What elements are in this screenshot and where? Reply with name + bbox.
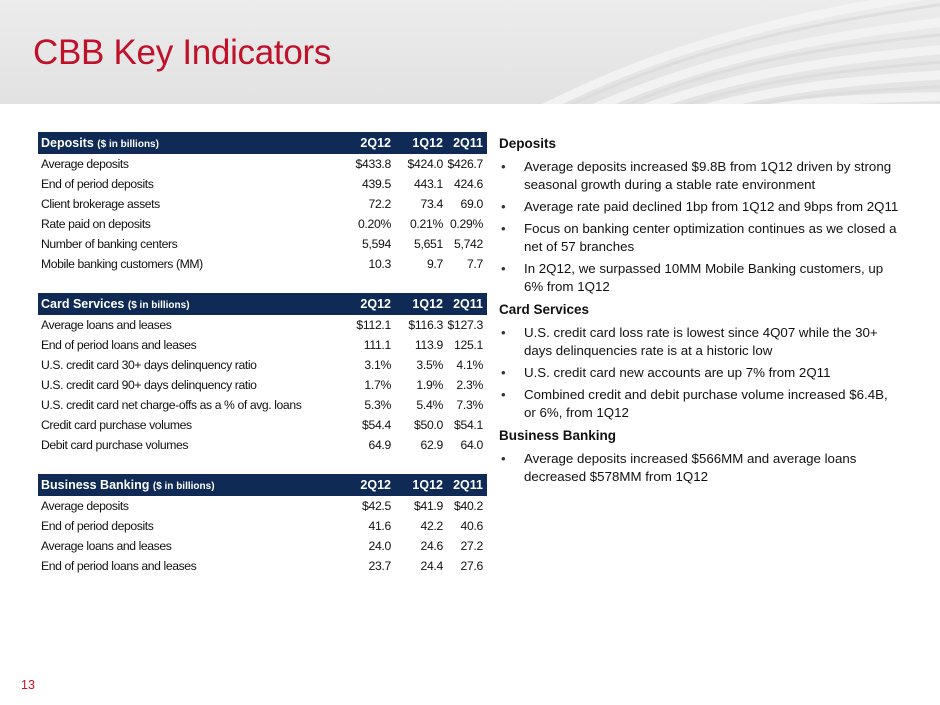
cell-value: 72.2 xyxy=(368,197,391,211)
table-row xyxy=(38,254,487,274)
cell-value: 27.2 xyxy=(460,539,483,553)
deposits-table xyxy=(38,132,487,274)
cell-value: 24.0 xyxy=(368,539,391,553)
cell-value: 7.3% xyxy=(456,398,483,412)
row-label: Number of banking centers xyxy=(41,237,178,251)
row-label: Debit card purchase volumes xyxy=(41,438,189,452)
cell-value: $54.1 xyxy=(454,418,483,432)
cell-value: 1.7% xyxy=(364,378,391,392)
table-row xyxy=(38,516,487,536)
table-row xyxy=(38,536,487,556)
cell-value: $127.3 xyxy=(447,318,483,332)
table-title-text: Deposits xyxy=(41,136,94,150)
table-unit: ($ in billions) xyxy=(97,139,159,150)
bullet-list xyxy=(499,158,899,296)
table-row xyxy=(38,435,487,455)
table-row xyxy=(38,355,487,375)
cell-value: $426.7 xyxy=(447,157,483,171)
table-row xyxy=(38,194,487,214)
cell-value: 0.20% xyxy=(357,217,391,231)
row-label: End of period deposits xyxy=(41,519,154,533)
decorative-flag-pattern xyxy=(420,0,940,104)
table-row xyxy=(38,335,487,355)
bullet-item: • Average deposits increased $9.8B from 1Q12 driven by strong seasonal growth during a stable rate environment xyxy=(499,158,899,194)
cell-value: 111.1 xyxy=(363,338,391,352)
cell-value: $54.4 xyxy=(362,418,391,432)
cell-value: 62.9 xyxy=(420,438,443,452)
table-row xyxy=(38,496,487,516)
cell-value: 64.9 xyxy=(368,438,391,452)
row-label: Average deposits xyxy=(41,499,129,513)
cell-value: $433.8 xyxy=(355,157,391,171)
table-title xyxy=(38,478,334,492)
column-header: 1Q12 xyxy=(412,478,443,492)
row-label: Average loans and leases xyxy=(41,318,172,332)
cell-value: 42.2 xyxy=(420,519,443,533)
table-unit: ($ in billions) xyxy=(127,300,190,311)
cell-value: $112.1 xyxy=(356,318,391,332)
table-row xyxy=(38,415,487,435)
table-header xyxy=(38,293,487,315)
cell-value: 125.1 xyxy=(454,338,483,352)
bullet-item: • In 2Q12, we surpassed 10MM Mobile Banking customers, up 6% from 1Q12 xyxy=(499,260,899,296)
table-header xyxy=(38,132,487,154)
row-label: Average loans and leases xyxy=(41,539,172,553)
cell-value: 10.3 xyxy=(368,257,391,271)
column-header: 2Q12 xyxy=(360,136,391,150)
row-label: End of period deposits xyxy=(41,177,154,191)
card-services-table xyxy=(38,293,487,455)
cell-value: $424.0 xyxy=(407,157,443,171)
cell-value: 73.4 xyxy=(420,197,443,211)
row-label: U.S. credit card 90+ days delinquency ratio xyxy=(41,378,257,392)
row-label: Client brokerage assets xyxy=(41,197,160,211)
bullet-item: • Average rate paid declined 1bp from 1Q12 and 9bps from 2Q11 xyxy=(499,198,899,216)
table-title xyxy=(38,297,334,311)
bullet-item: • U.S. credit card new accounts are up 7% from 2Q11 xyxy=(499,364,899,382)
business-banking-table xyxy=(38,474,487,576)
row-label: Rate paid on deposits xyxy=(41,217,151,231)
section-heading-deposits: Deposits xyxy=(499,136,557,151)
cell-value: 5.3% xyxy=(364,398,391,412)
page-title: CBB Key Indicators xyxy=(33,33,332,72)
column-header: 2Q12 xyxy=(360,478,391,492)
section-heading-business-banking: Business Banking xyxy=(499,428,617,443)
row-label: Mobile banking customers (MM) xyxy=(41,257,203,271)
column-header: 1Q12 xyxy=(412,297,443,311)
cell-value: 24.4 xyxy=(420,559,443,573)
row-label: Average deposits xyxy=(41,157,129,171)
cell-value: 5,594 xyxy=(362,237,391,251)
cell-value: 5,651 xyxy=(414,237,443,251)
cell-value: 439.5 xyxy=(362,177,391,191)
table-row xyxy=(38,174,487,194)
cell-value: 4.1% xyxy=(456,358,483,372)
page-number: 13 xyxy=(21,678,35,692)
cell-value: 64.0 xyxy=(460,438,483,452)
table-row xyxy=(38,556,487,576)
cell-value: $50.0 xyxy=(414,418,443,432)
bullet-item: • Combined credit and debit purchase volume increased $6.4B, or 6%, from 1Q12 xyxy=(499,386,899,422)
row-label: U.S. credit card net charge-offs as a % of avg. loans xyxy=(41,398,302,412)
cell-value: 5,742 xyxy=(454,237,483,251)
cell-value: 2.3% xyxy=(456,378,483,392)
table-row xyxy=(38,154,487,174)
cell-value: 0.29% xyxy=(449,217,483,231)
cell-value: 3.5% xyxy=(416,358,443,372)
cell-value: $41.9 xyxy=(414,499,443,513)
indicator-tables xyxy=(38,132,487,576)
bullet-list xyxy=(499,450,899,486)
bullet-list xyxy=(499,324,899,422)
section-heading-card-services: Card Services xyxy=(499,302,590,317)
row-label: Credit card purchase volumes xyxy=(41,418,192,432)
cell-value: 5.4% xyxy=(416,398,443,412)
bullet-item: • U.S. credit card loss rate is lowest since 4Q07 while the 30+ days delinquencies rate is at a historic low xyxy=(499,324,899,360)
row-label: End of period loans and leases xyxy=(41,559,197,573)
cell-value: 3.1% xyxy=(364,358,391,372)
table-title xyxy=(38,136,334,150)
cell-value: 1.9% xyxy=(416,378,443,392)
column-header: 2Q11 xyxy=(453,478,483,492)
column-header: 2Q12 xyxy=(360,297,391,311)
table-row xyxy=(38,234,487,254)
cell-value: 23.7 xyxy=(368,559,391,573)
table-title-text: Card Services xyxy=(41,297,125,311)
cell-value: 113.9 xyxy=(414,338,443,352)
table-header xyxy=(38,474,487,496)
table-row xyxy=(38,395,487,415)
table-row xyxy=(38,375,487,395)
cell-value: 9.7 xyxy=(426,257,443,271)
bullet-item: • Average deposits increased $566MM and average loans decreased $578MM from 1Q12 xyxy=(499,450,899,486)
column-header: 2Q11 xyxy=(453,136,483,150)
cell-value: $116.3 xyxy=(408,318,443,332)
row-label: End of period loans and leases xyxy=(41,338,197,352)
cell-value: 69.0 xyxy=(460,197,483,211)
cell-value: 424.6 xyxy=(454,177,483,191)
cell-value: $42.5 xyxy=(362,499,391,513)
column-header: 2Q11 xyxy=(453,297,483,311)
cell-value: $40.2 xyxy=(454,499,483,513)
cell-value: 27.6 xyxy=(460,559,483,573)
table-unit: ($ in billions) xyxy=(152,481,215,492)
commentary-panel xyxy=(499,134,899,490)
table-row xyxy=(38,214,487,234)
cell-value: 443.1 xyxy=(414,177,443,191)
cell-value: 7.7 xyxy=(466,257,483,271)
cell-value: 24.6 xyxy=(420,539,443,553)
table-row xyxy=(38,315,487,335)
cell-value: 0.21% xyxy=(409,217,443,231)
row-label: U.S. credit card 30+ days delinquency ratio xyxy=(41,358,257,372)
column-header: 1Q12 xyxy=(412,136,443,150)
table-title-text: Business Banking xyxy=(41,478,150,492)
cell-value: 41.6 xyxy=(368,519,391,533)
cell-value: 40.6 xyxy=(460,519,483,533)
bullet-item: • Focus on banking center optimization continues as we closed a net of 57 branches xyxy=(499,220,899,256)
